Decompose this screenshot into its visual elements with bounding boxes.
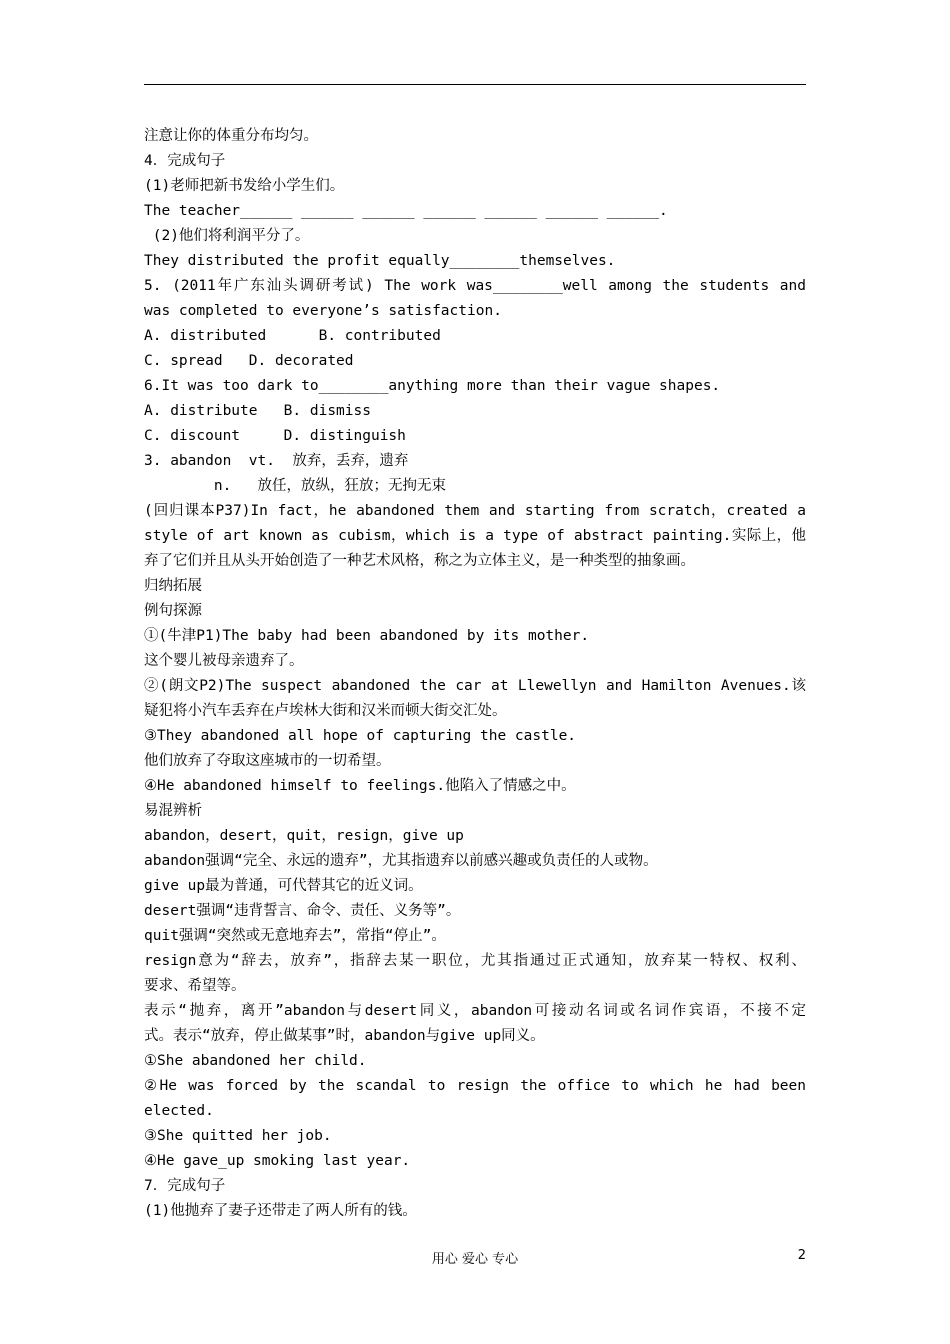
text-line: A. distribute B. dismiss [144, 403, 371, 419]
page-footer [0, 1244, 950, 1266]
text-line: 5. (2011年广东汕头调研考试) The work was________well among the students and [144, 278, 806, 294]
footer-text: 用心 爱心 专心 [431, 1252, 519, 1267]
text-line: 3. abandon vt. 放弃，丢弃，遗弃 [144, 453, 409, 469]
text-line: C. discount D. distinguish [144, 428, 406, 444]
text-line: desert强调“违背誓言、命令、责任、义务等”。 [144, 903, 461, 919]
text-line: ③She quitted her job. [144, 1128, 332, 1144]
text-line: 归纳拓展 [144, 578, 202, 594]
text-line: abandon，desert，quit，resign，give up [144, 828, 464, 844]
text-line: 表示“抛弃，离开”abandon与desert同义，abandon可接动名词或名词作宾语，不接不定 [144, 1003, 806, 1019]
text-line: 弃了它们并且从头开始创造了一种艺术风格，称之为立体主义，是一种类型的抽象画。 [144, 553, 695, 569]
text-line: A. distributed B. contributed [144, 328, 441, 344]
header-rule [144, 84, 806, 85]
text-line: 要求、希望等。 [144, 978, 246, 994]
text-line: (1)老师把新书发给小学生们。 [144, 178, 345, 194]
text-line: ②He was forced by the scandal to resign the office to which he had been [144, 1078, 806, 1094]
text-line: The teacher______ ______ ______ ______ ______ ______ ______. [144, 203, 668, 219]
text-line: 注意让你的体重分布均匀。 [144, 128, 318, 144]
text-line: 式。表示“放弃，停止做某事”时，abandon与give up同义。 [144, 1028, 545, 1044]
text-line: ②(朗文P2)The suspect abandoned the car at Llewellyn and Hamilton Avenues.该 [144, 678, 806, 694]
text-line: style of art known as cubism，which is a type of abstract painting.实际上，他 [144, 528, 806, 544]
text-line: (1)他抛弃了妻子还带走了两人所有的钱。 [144, 1203, 417, 1219]
text-line: give up最为普通，可代替其它的近义词。 [144, 878, 423, 894]
text-line: 6.It was too dark to________anything more than their vague shapes. [144, 378, 721, 394]
text-line: quit强调“突然或无意地弃去”，常指“停止”。 [144, 928, 446, 944]
text-line: ④He abandoned himself to feelings.他陷入了情感之中。 [144, 778, 576, 794]
text-line: ③They abandoned all hope of capturing the castle. [144, 728, 577, 744]
text-line: 他们放弃了夺取这座城市的一切希望。 [144, 753, 391, 769]
text-line: 7．完成句子 [144, 1178, 226, 1194]
text-line: ①(牛津P1)The baby had been abandoned by its mother. [144, 628, 590, 644]
text-line: ①She abandoned her child. [144, 1053, 367, 1069]
text-line: 例句探源 [144, 603, 202, 619]
text-line: ④He gave_up smoking last year. [144, 1153, 411, 1169]
text-line: They distributed the profit equally________themselves. [144, 253, 616, 269]
text-line: (回归课本P37)In fact，he abandoned them and starting from scratch，created a [144, 503, 806, 519]
text-line: 易混辨析 [144, 803, 202, 819]
text-line: (2)他们将利润平分了。 [144, 228, 310, 244]
text-line: elected. [144, 1103, 214, 1119]
text-line: 疑犯将小汽车丢弃在卢埃林大街和汉米而顿大街交汇处。 [144, 703, 507, 719]
text-line: C. spread D. decorated [144, 353, 354, 369]
text-line: 这个婴儿被母亲遗弃了。 [144, 653, 304, 669]
text-line: was completed to everyone’s satisfaction. [144, 303, 502, 319]
text-line: abandon强调“完全、永远的遗弃”，尤其指遗弃以前感兴趣或负责任的人或物。 [144, 853, 658, 869]
text-line: 4．完成句子 [144, 153, 226, 169]
page-body [144, 124, 806, 1224]
page-number: 2 [797, 1248, 806, 1263]
text-line: resign意为“辞去，放弃”，指辞去某一职位，尤其指通过正式通知，放弃某一特权、权利、 [144, 953, 806, 969]
text-line: n. 放任，放纵，狂放；无拘无束 [144, 478, 446, 494]
